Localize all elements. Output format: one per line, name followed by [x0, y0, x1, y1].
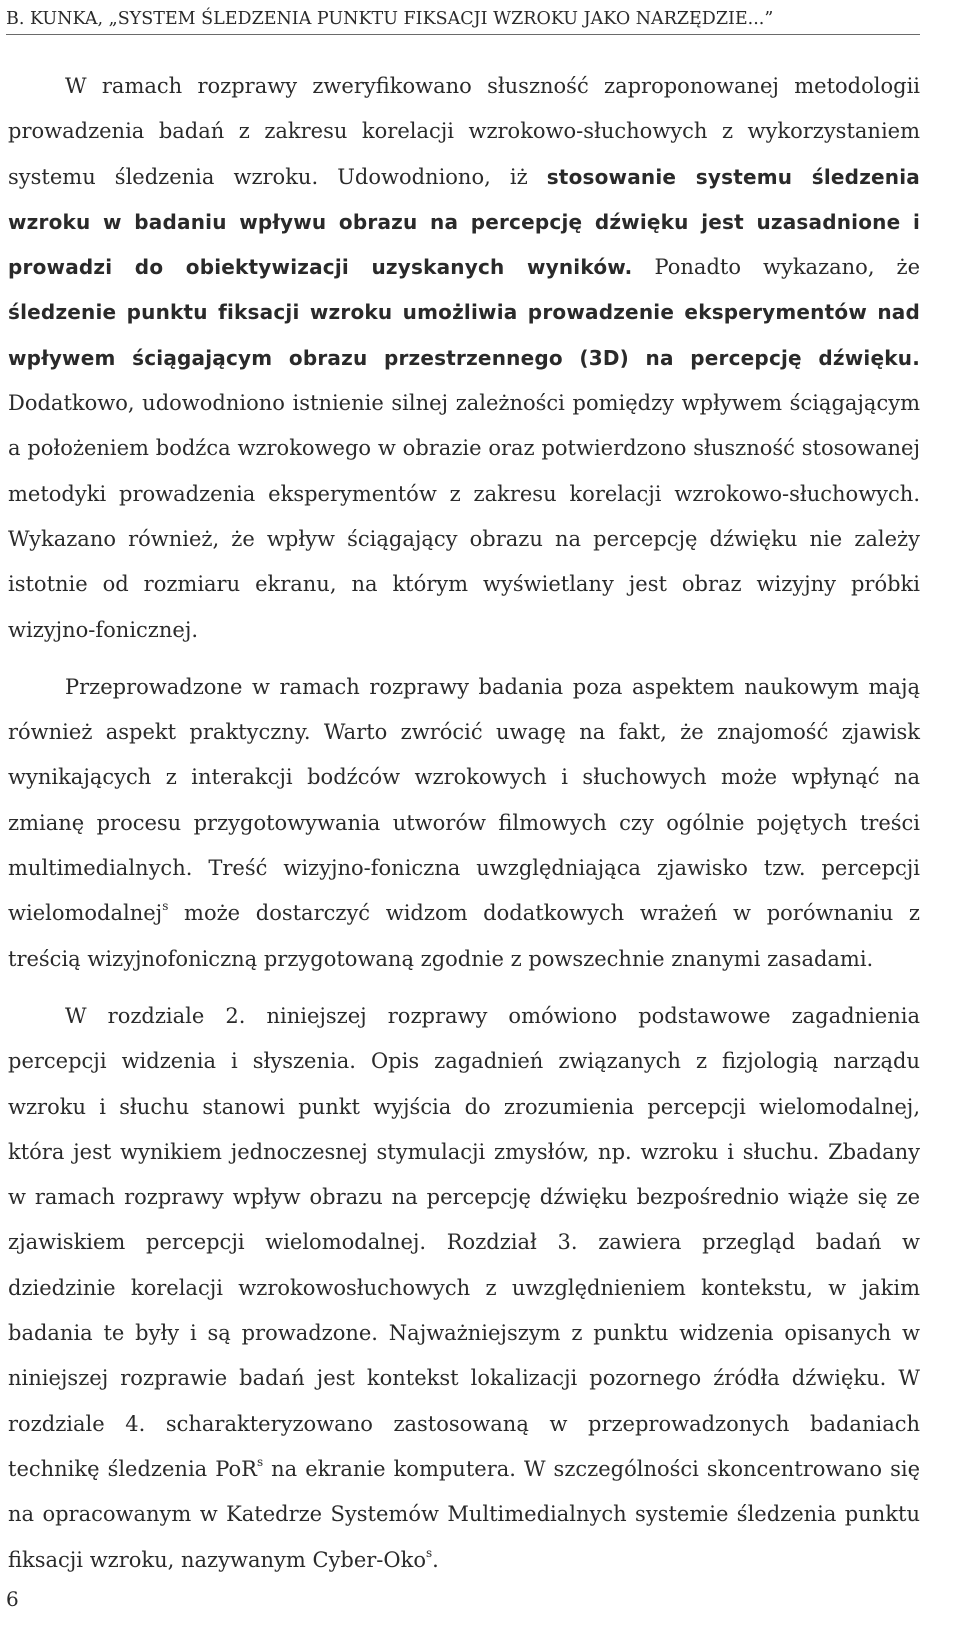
running-head-text: B. KUNKA, „SYSTEM ŚLEDZENIA PUNKTU FIKSACJI WZROKU JAKO NARZĘDZIE...” — [6, 9, 774, 29]
paragraph-2-text-2: może dostarczyć widzom dodatkowych wrażeń w porównaniu z treścią wizyjnofoniczną przygotowaną zgodnie z powszechnie znanymi zasadami. — [8, 901, 920, 971]
paragraph-1-text-2: Ponadto wykazano, że — [632, 255, 920, 280]
paragraph-3-text-1: W rozdziale 2. niniejszej rozprawy omówiono podstawowe zagadnienia percepcji widzenia i słyszenia. Opis zagadnień związanych z fizjologią narządu wzroku i słuchu stanowi punkt wyjścia do zrozumienia percepcji wielomodalnej, która jest wynikiem jednoczesnej stymulacji zmysłów, np. wzroku i słuchu. Zbadany w ramach rozprawy wpływ obrazu na percepcję dźwięku bezpośrednio wiąże się ze zjawiskiem percepcji wielomodalnej. Rozdział 3. zawiera przegląd badań w dziedzinie korelacji wzrokowosłuchowych z uwzględnieniem kontekstu, w jakim badania te były i są prowadzone. Najważniejszym z punktu widzenia opisanych w niniejszej rozprawie badań jest kontekst lokalizacji pozornego źródła dźwięku. W rozdziale 4. scharakteryzowano zastosowaną w przeprowadzonych badaniach technikę śledzenia PoR — [8, 1003, 920, 1481]
paragraph-1-bold-2: śledzenie punktu fiksacji wzroku umożliwia prowadzenie eksperymentów nad wpływem ściągającym obrazu przestrzennego (3D) na percepcję dźwięku. — [8, 300, 920, 370]
body-text — [8, 64, 920, 1583]
paragraph-3-text-2: na ekranie komputera. W szczególności skoncentrowano się na opracowanym w Katedrze Systemów Multimedialnych systemie śledzenia punktu fiksacji wzroku, nazywanym Cyber-Oko — [8, 1456, 920, 1572]
paragraph-1-text-3: Dodatkowo, udowodniono istnienie silnej zależności pomiędzy wpływem ściągającym a położeniem bodźca wzrokowego w obrazie oraz potwierdzono słuszność stosowanej metodyki prowadzenia eksperymentów z zakresu korelacji wzrokowo-słuchowych. Wykazano również, że wpływ ściągający obrazu na percepcję dźwięku nie zależy istotnie od rozmiaru ekranu, na którym wyświetlany jest obraz wizyjny próbki wizyjno-fonicznej. — [8, 391, 920, 642]
paragraph-3-text-3: . — [432, 1547, 439, 1572]
paragraph-1 — [8, 64, 920, 653]
paragraph-1-text-1: W ramach rozprawy zweryfikowano słuszność zaproponowanej metodologii prowadzenia badań z zakresu korelacji wzrokowo-słuchowych z wykorzystaniem systemu śledzenia wzroku. Udowodniono, iż — [8, 74, 920, 189]
footnote-marker: s — [162, 899, 169, 914]
running-header — [6, 4, 920, 35]
paragraph-1-bold-1: stosowanie systemu śledzenia wzroku w badaniu wpływu obrazu na percepcję dźwięku jest uzasadnione i prowadzi do obiektywizacji uzyskanych wyników. — [8, 164, 920, 280]
paragraph-2-text-1: Przeprowadzone w ramach rozprawy badania poza aspektem naukowym mają również aspekt praktyczny. Warto zwrócić uwagę na fakt, że znajomość zjawisk wynikających z interakcji bodźców wzrokowych i słuchowych może wpłynąć na zmianę procesu przygotowywania utworów filmowych czy ogólnie pojętych treści multimedialnych. Treść wizyjno-foniczna uwzględniająca zjawisko tzw. percepcji wielomodalnej — [8, 674, 920, 926]
paragraph-3 — [8, 994, 920, 1583]
footnote-marker: s — [256, 1454, 264, 1469]
footnote-marker: s — [425, 1545, 433, 1560]
paragraph-2 — [8, 665, 920, 982]
page-number: 6 — [6, 1587, 19, 1611]
